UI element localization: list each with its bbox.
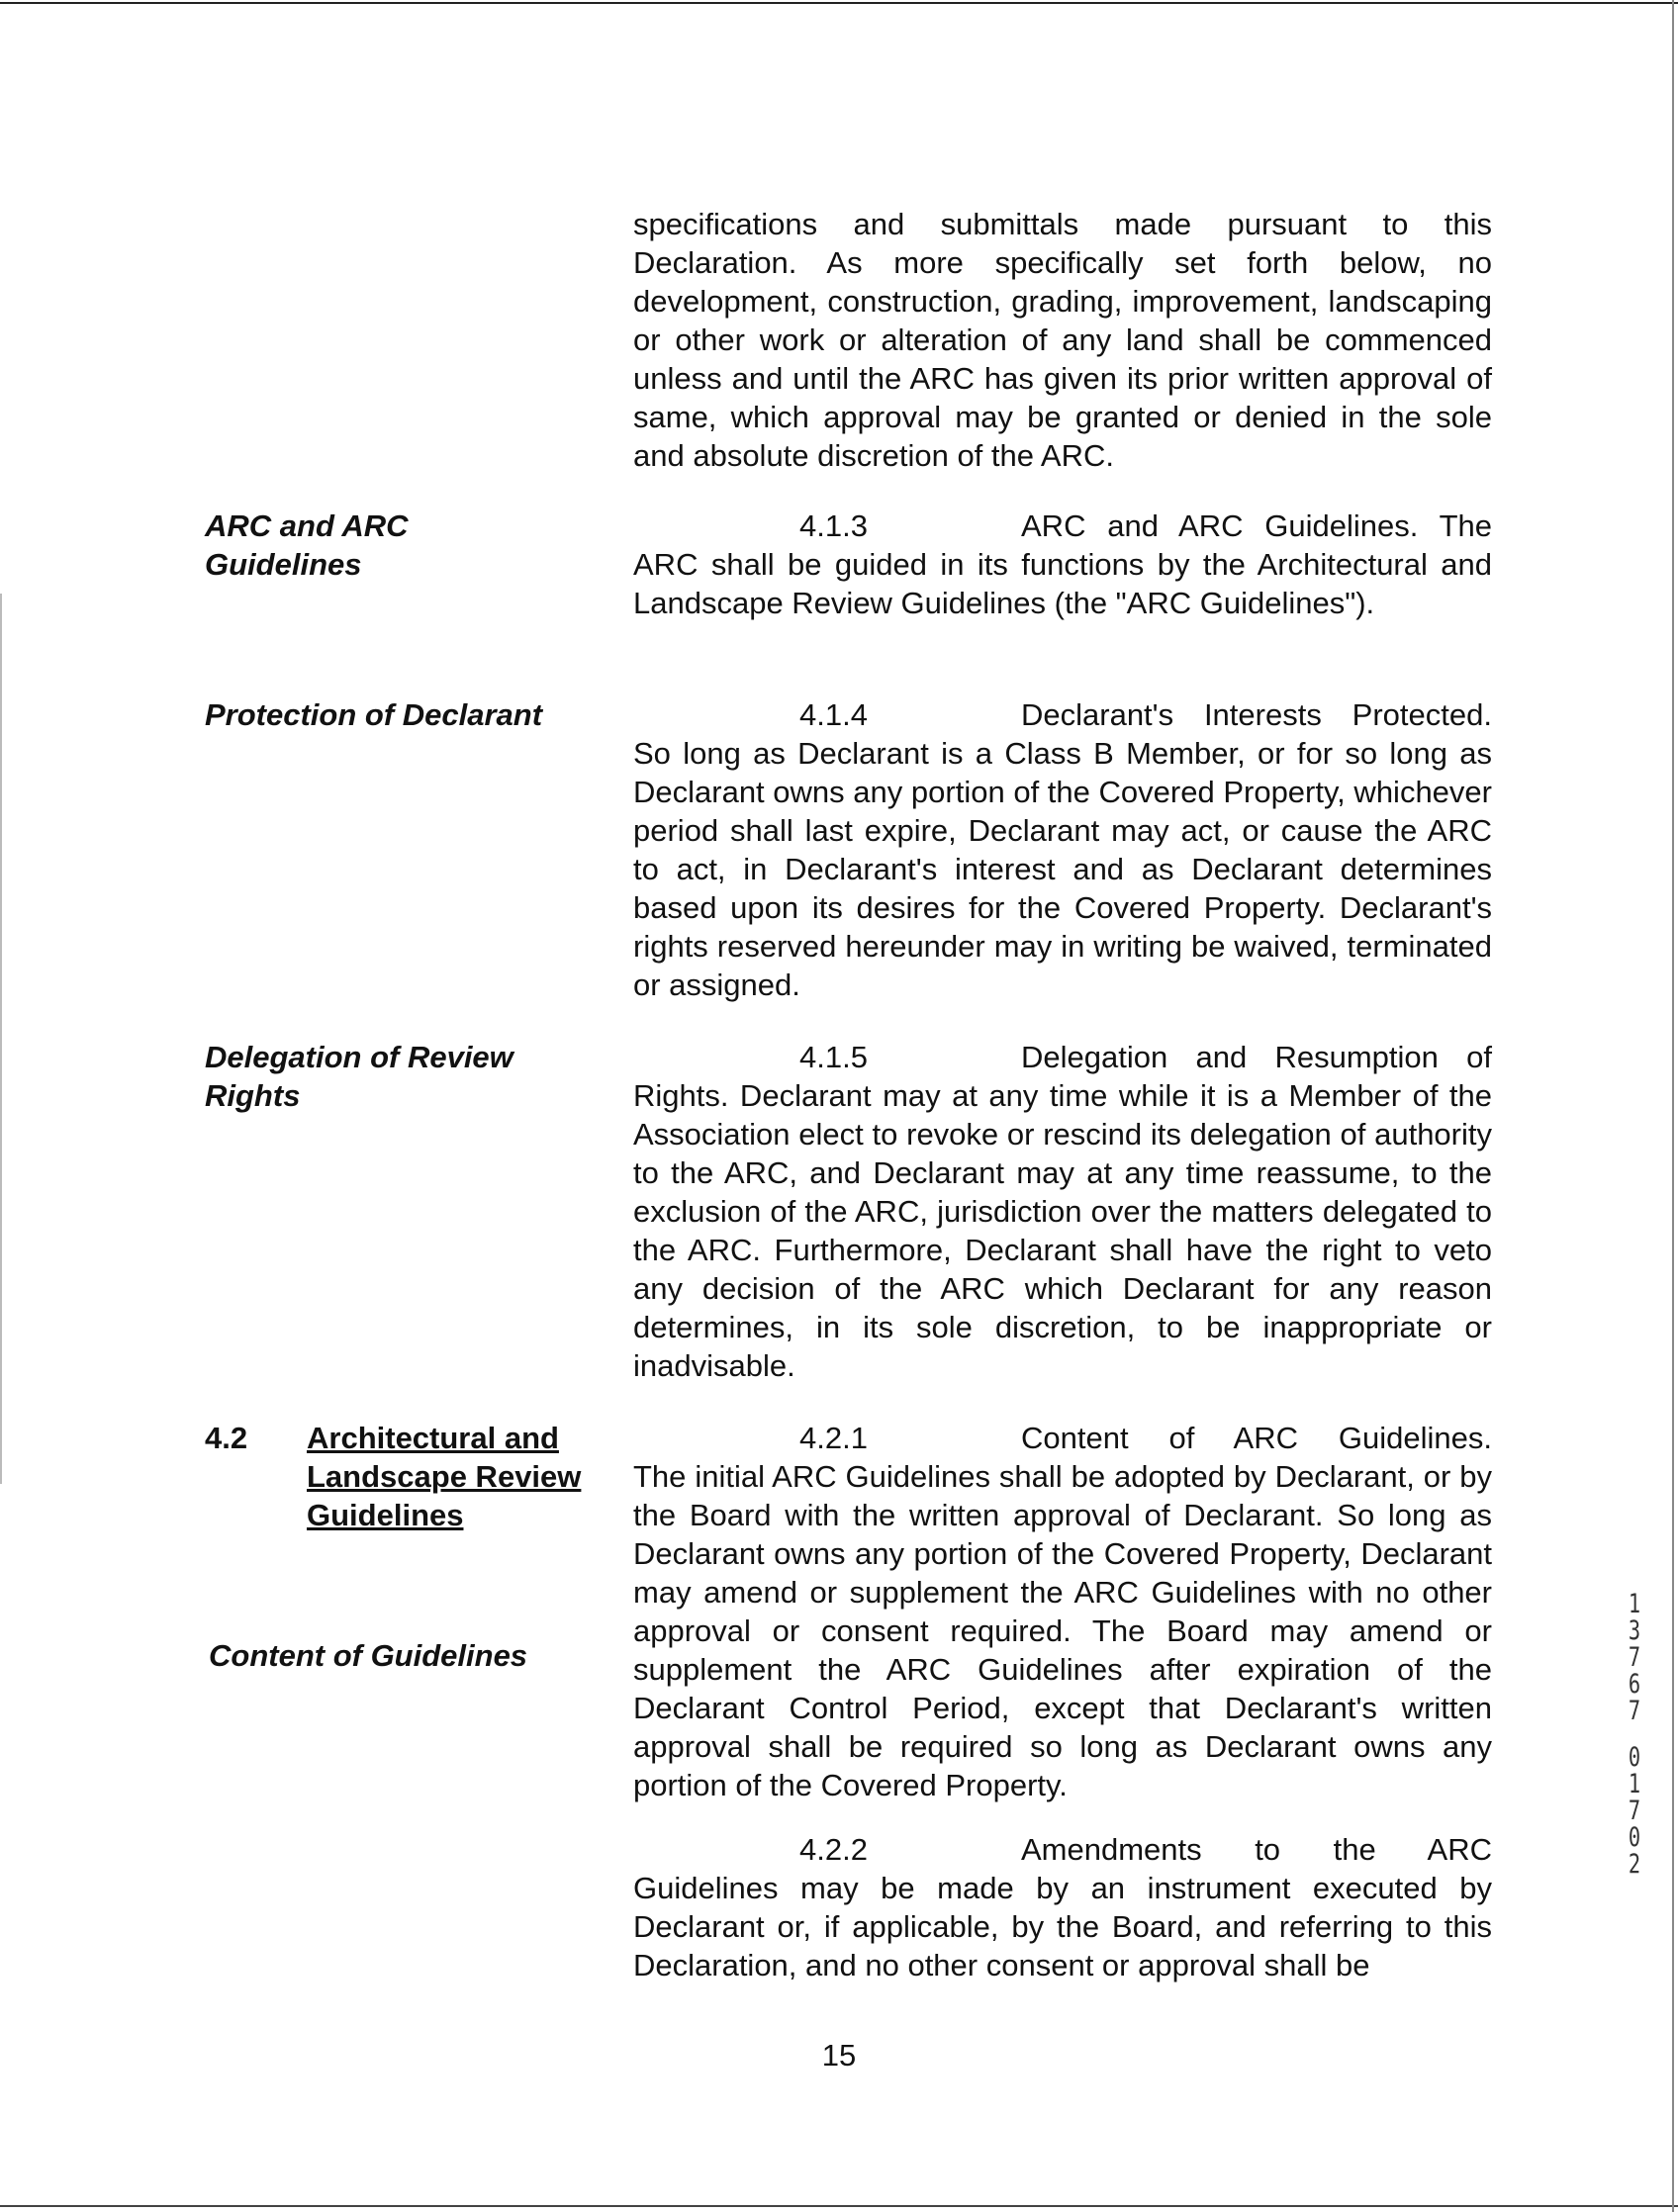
stamp-digit: 0 — [1628, 1822, 1641, 1853]
side-heading-content — [209, 1636, 624, 1675]
stamp-digit: 7 — [1628, 1696, 1641, 1726]
section-number: 4.2.1 — [799, 1421, 868, 1455]
section-4-2-1 — [633, 1419, 1492, 1804]
scan-border-bottom — [0, 2205, 1678, 2207]
side-heading-line: Guidelines — [205, 547, 362, 582]
side-heading-line: ARC and ARC — [205, 508, 409, 543]
section-first-line — [633, 695, 1492, 734]
stamp-digit: 2 — [1628, 1849, 1641, 1880]
section-title-line: Delegation and Resumption of — [1021, 1040, 1492, 1074]
scan-border-top — [0, 2, 1678, 4]
heading-title-line: Architectural and — [307, 1421, 559, 1455]
section-title-line: Declarant's Interests Protected. — [1021, 697, 1492, 732]
section-title-line: Amendments to the ARC — [1021, 1832, 1492, 1867]
side-heading-line: Rights — [205, 1078, 301, 1113]
stamp-digit: 7 — [1628, 1796, 1641, 1826]
section-number: 4.1.4 — [799, 697, 868, 732]
side-heading-protection — [205, 695, 620, 734]
section-first-line — [633, 1419, 1492, 1457]
stamp-digit: 1 — [1628, 1589, 1641, 1619]
scan-border-left — [0, 594, 2, 1484]
section-number: 4.1.5 — [799, 1040, 868, 1074]
scan-border-right — [1672, 0, 1674, 2212]
recording-stamp — [1615, 1591, 1654, 1878]
stamp-digit: 3 — [1628, 1615, 1641, 1646]
stamp-digit: 1 — [1628, 1769, 1641, 1799]
heading-4-2 — [205, 1419, 630, 1547]
heading-title-line: Guidelines — [307, 1498, 464, 1532]
section-body: The initial ARC Guidelines shall be adopted by Declarant, or by the Board with the written approval of Declarant. So long as Declarant owns any portion of the Covered Property, Declarant may amend or supplement the ARC Guidelines with no other approval or consent required. The Board may amend or supplement the ARC Guidelines after expiration of the Declarant Control Period, except that Declarant's written approval shall be required so long as Declarant owns any portion of the Covered Property. — [633, 1459, 1492, 1802]
continuation-paragraph — [633, 205, 1492, 475]
section-first-line — [633, 1038, 1492, 1076]
side-heading-line: Content of Guidelines — [209, 1638, 528, 1673]
section-body: ARC shall be guided in its functions by the Architectural and Landscape Review Guidelines (the "ARC Guidelines"). — [633, 547, 1492, 620]
section-4-1-5 — [633, 1038, 1492, 1385]
section-body: Guidelines may be made by an instrument executed by Declarant or, if applicable, by the Board, and referring to this Declaration, and no other consent or approval shall be — [633, 1871, 1492, 1982]
section-first-line — [633, 1830, 1492, 1869]
continuation-text: specifications and submittals made pursuant to this Declaration. As more specifically set forth below, no development, construction, grading, improvement, landscaping or other work or alteration of any land shall be commenced unless and until the ARC has given its prior written approval of same, which approval may be granted or denied in the sole and absolute discretion of the ARC. — [633, 207, 1492, 473]
stamp-digit: 0 — [1628, 1742, 1641, 1773]
section-4-2-2 — [633, 1830, 1492, 1984]
section-title-line: Content of ARC Guidelines. — [1021, 1421, 1492, 1455]
stamp-digit: 6 — [1628, 1669, 1641, 1700]
page-number: 15 — [821, 2038, 857, 2073]
section-number: 4.1.3 — [799, 508, 868, 543]
side-heading-line: Protection of Declarant — [205, 697, 543, 732]
section-title-line: ARC and ARC Guidelines. The — [1021, 508, 1492, 543]
heading-title-line: Landscape Review — [307, 1459, 582, 1494]
stamp-digit: 7 — [1628, 1642, 1641, 1673]
side-heading-line: Delegation of Review — [205, 1040, 513, 1074]
section-body: Rights. Declarant may at any time while it is a Member of the Association elect to revoke or rescind its delegation of authority to the ARC, and Declarant may at any time reassume, to the exclusion of the ARC, jurisdiction over the matters delegated to the ARC. Furthermore, Declarant shall have the right to veto any decision of the ARC which Declarant for any reason determines, in its sole discretion, to be inappropriate or inadvisable. — [633, 1078, 1492, 1383]
section-first-line — [633, 507, 1492, 545]
section-number: 4.2.2 — [799, 1832, 868, 1867]
stamp-spacer — [1620, 1724, 1649, 1744]
heading-title — [307, 1419, 633, 1534]
side-heading-delegation — [205, 1038, 620, 1115]
section-4-1-4 — [633, 695, 1492, 1004]
section-body: So long as Declarant is a Class B Member, or for so long as Declarant owns any portion of the Covered Property, whichever period shall last expire, Declarant may act, or cause the ARC to act, in Declarant's interest and as Declarant determines based upon its desires for the Covered Property. Declarant's rights reserved hereunder may in writing be waived, terminated or assigned. — [633, 736, 1492, 1002]
section-4-1-3 — [633, 507, 1492, 622]
heading-number: 4.2 — [205, 1421, 248, 1455]
side-heading-arc-guidelines — [205, 507, 620, 584]
